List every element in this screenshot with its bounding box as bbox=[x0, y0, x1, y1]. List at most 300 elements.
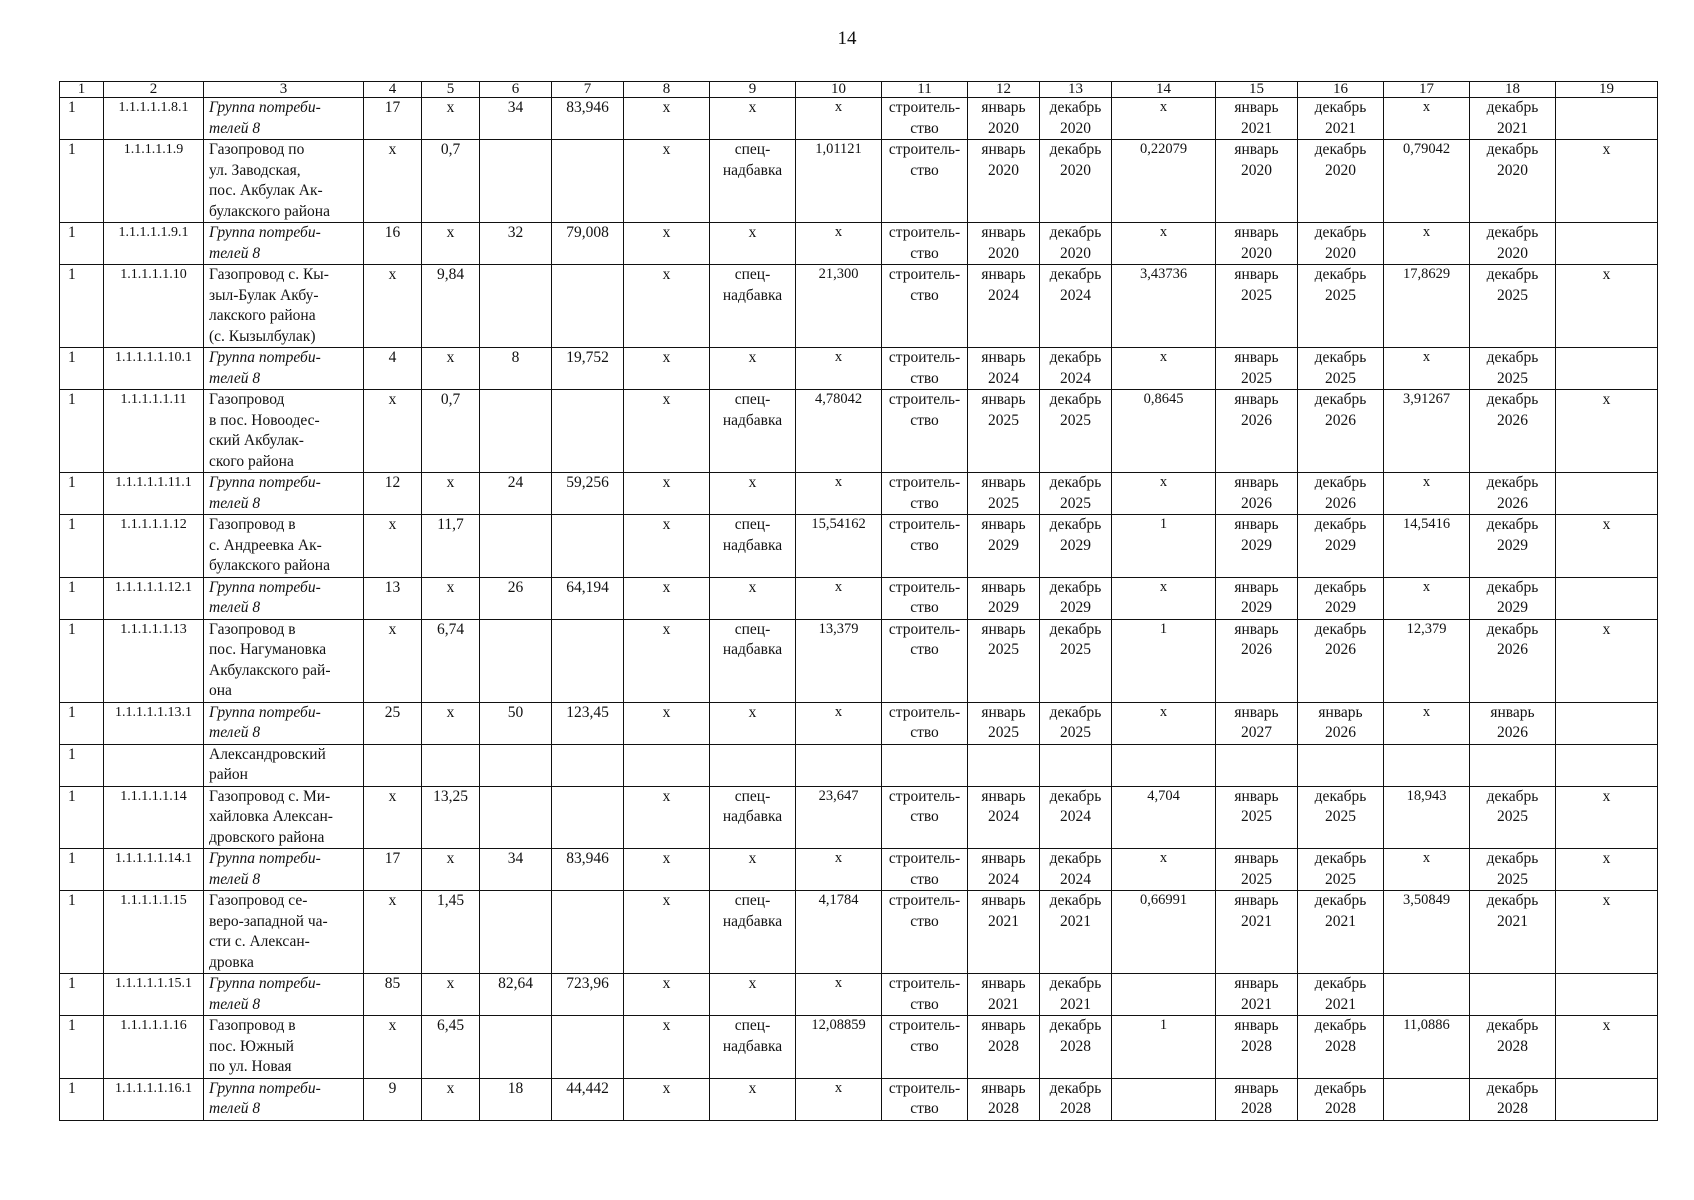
column-header: 8 bbox=[624, 82, 710, 98]
table-cell: x bbox=[624, 849, 710, 891]
table-cell: x bbox=[796, 473, 882, 515]
table-cell: строитель- ство bbox=[882, 223, 968, 265]
table-cell: x bbox=[624, 702, 710, 744]
table-cell: 11,7 bbox=[422, 515, 480, 578]
table-cell: x bbox=[710, 577, 796, 619]
table-cell: x bbox=[710, 1078, 796, 1120]
table-row bbox=[60, 390, 1658, 473]
table-cell: x bbox=[624, 223, 710, 265]
table-cell: x bbox=[624, 515, 710, 578]
table-cell: 25 bbox=[364, 702, 422, 744]
table-cell: строитель- ство bbox=[882, 974, 968, 1016]
table-cell: декабрь 2020 bbox=[1298, 223, 1384, 265]
table-row bbox=[60, 744, 1658, 786]
table-cell: 1.1.1.1.1.12.1 bbox=[104, 577, 204, 619]
table-cell: x bbox=[364, 265, 422, 348]
table-cell: январь 2025 bbox=[968, 619, 1040, 702]
table-cell: январь 2021 bbox=[1216, 98, 1298, 140]
table-cell: x bbox=[422, 98, 480, 140]
table-cell: 0,79042 bbox=[1384, 140, 1470, 223]
table-cell: x bbox=[1384, 98, 1470, 140]
table-cell: x bbox=[364, 140, 422, 223]
table-cell: x bbox=[710, 98, 796, 140]
table-cell: 1.1.1.1.1.15 bbox=[104, 891, 204, 974]
table-cell: Группа потреби- телей 8 bbox=[204, 849, 364, 891]
table-header-row bbox=[60, 82, 1658, 98]
table-cell: x bbox=[796, 702, 882, 744]
table-cell: 85 bbox=[364, 974, 422, 1016]
table-cell: 0,7 bbox=[422, 390, 480, 473]
table-cell: спец- надбавка bbox=[710, 140, 796, 223]
table-cell: 34 bbox=[480, 98, 552, 140]
table-cell: 1,01121 bbox=[796, 140, 882, 223]
table-cell: 1.1.1.1.1.15.1 bbox=[104, 974, 204, 1016]
table-cell: x bbox=[796, 98, 882, 140]
table-cell: 1.1.1.1.1.10.1 bbox=[104, 348, 204, 390]
table-cell: декабрь 2024 bbox=[1040, 265, 1112, 348]
table-cell: декабрь 2026 bbox=[1298, 619, 1384, 702]
table-cell: x bbox=[1384, 223, 1470, 265]
table-cell: x bbox=[1384, 849, 1470, 891]
table-cell bbox=[552, 140, 624, 223]
table-cell: 1 bbox=[60, 891, 104, 974]
table-cell: 1 bbox=[60, 140, 104, 223]
table-cell: 1.1.1.1.1.11 bbox=[104, 390, 204, 473]
table-cell: x bbox=[796, 223, 882, 265]
table-cell: 1.1.1.1.1.12 bbox=[104, 515, 204, 578]
column-header: 11 bbox=[882, 82, 968, 98]
table-cell: строитель- ство bbox=[882, 702, 968, 744]
table-cell: строитель- ство bbox=[882, 619, 968, 702]
table-cell bbox=[1384, 974, 1470, 1016]
table-cell: январь 2025 bbox=[1216, 849, 1298, 891]
table-cell bbox=[480, 265, 552, 348]
table-cell: январь 2028 bbox=[968, 1078, 1040, 1120]
column-header: 14 bbox=[1112, 82, 1216, 98]
table-cell: x bbox=[710, 702, 796, 744]
table-cell: x bbox=[1556, 140, 1658, 223]
table-cell: декабрь 2021 bbox=[1298, 974, 1384, 1016]
table-cell: декабрь 2025 bbox=[1470, 786, 1556, 849]
table-cell: январь 2029 bbox=[1216, 515, 1298, 578]
table-cell: Газопровод в пос. Южный по ул. Новая bbox=[204, 1016, 364, 1079]
table-cell: 12,08859 bbox=[796, 1016, 882, 1079]
table-cell: 1 bbox=[60, 974, 104, 1016]
table-cell: январь 2026 bbox=[1470, 702, 1556, 744]
table-cell bbox=[1040, 744, 1112, 786]
table-cell: январь 2024 bbox=[968, 348, 1040, 390]
table-cell: декабрь 2025 bbox=[1298, 348, 1384, 390]
table-cell: январь 2026 bbox=[1216, 619, 1298, 702]
table-cell: декабрь 2021 bbox=[1470, 891, 1556, 974]
table-row bbox=[60, 1078, 1658, 1120]
table-cell: спец- надбавка bbox=[710, 891, 796, 974]
table-cell: 4 bbox=[364, 348, 422, 390]
table-cell: x bbox=[796, 577, 882, 619]
table-cell: 1.1.1.1.1.16 bbox=[104, 1016, 204, 1079]
table-row bbox=[60, 265, 1658, 348]
table-cell: январь 2029 bbox=[968, 577, 1040, 619]
table-cell: спец- надбавка bbox=[710, 265, 796, 348]
table-cell: x bbox=[796, 849, 882, 891]
table-cell: январь 2025 bbox=[968, 702, 1040, 744]
table-cell: 123,45 bbox=[552, 702, 624, 744]
table-cell bbox=[1112, 744, 1216, 786]
table-cell: 16 bbox=[364, 223, 422, 265]
table-row bbox=[60, 786, 1658, 849]
table-cell: 18 bbox=[480, 1078, 552, 1120]
table-cell: x bbox=[624, 348, 710, 390]
table-cell: 1.1.1.1.1.14.1 bbox=[104, 849, 204, 891]
table-cell: январь 2020 bbox=[968, 98, 1040, 140]
table-cell: декабрь 2020 bbox=[1040, 98, 1112, 140]
table-cell: x bbox=[422, 1078, 480, 1120]
table-cell: 1.1.1.1.1.16.1 bbox=[104, 1078, 204, 1120]
table-cell bbox=[1384, 744, 1470, 786]
table-cell: x bbox=[796, 1078, 882, 1120]
table-cell: Группа потреби- телей 8 bbox=[204, 1078, 364, 1120]
table-cell: Газопровод в с. Андреевка Ак- булакского района bbox=[204, 515, 364, 578]
table-cell: x bbox=[796, 348, 882, 390]
table-cell: декабрь 2026 bbox=[1298, 473, 1384, 515]
table-cell: x bbox=[796, 974, 882, 1016]
table-cell: 1 bbox=[60, 473, 104, 515]
table-cell: декабрь 2029 bbox=[1040, 577, 1112, 619]
table-cell: декабрь 2021 bbox=[1040, 891, 1112, 974]
table-cell: спец- надбавка bbox=[710, 619, 796, 702]
table-cell: x bbox=[624, 974, 710, 1016]
table-cell: строитель- ство bbox=[882, 473, 968, 515]
table-cell bbox=[552, 1016, 624, 1079]
table-cell: 17 bbox=[364, 849, 422, 891]
table-cell: 23,647 bbox=[796, 786, 882, 849]
table-cell bbox=[104, 744, 204, 786]
table-cell: декабрь 2028 bbox=[1298, 1078, 1384, 1120]
column-header: 15 bbox=[1216, 82, 1298, 98]
table-cell: 79,008 bbox=[552, 223, 624, 265]
data-table bbox=[59, 81, 1658, 1121]
table-cell bbox=[1556, 348, 1658, 390]
table-cell: январь 2020 bbox=[968, 223, 1040, 265]
table-cell bbox=[1556, 1078, 1658, 1120]
table-cell: декабрь 2025 bbox=[1040, 473, 1112, 515]
table-cell: январь 2021 bbox=[968, 974, 1040, 1016]
table-cell: 12 bbox=[364, 473, 422, 515]
table-cell bbox=[1556, 98, 1658, 140]
table-cell: строитель- ство bbox=[882, 265, 968, 348]
table-cell: декабрь 2025 bbox=[1040, 390, 1112, 473]
table-cell: январь 2024 bbox=[968, 786, 1040, 849]
table-cell: 4,78042 bbox=[796, 390, 882, 473]
table-cell: 1 bbox=[60, 98, 104, 140]
table-cell: спец- надбавка bbox=[710, 390, 796, 473]
column-header: 12 bbox=[968, 82, 1040, 98]
column-header: 9 bbox=[710, 82, 796, 98]
table-cell: декабрь 2026 bbox=[1470, 473, 1556, 515]
table-cell bbox=[364, 744, 422, 786]
table-row bbox=[60, 1016, 1658, 1079]
table-cell: x bbox=[624, 786, 710, 849]
table-cell bbox=[552, 786, 624, 849]
table-cell: Газопровод в пос. Новоодес- ский Акбулак- ского района bbox=[204, 390, 364, 473]
table-cell: x bbox=[364, 619, 422, 702]
table-cell: январь 2029 bbox=[1216, 577, 1298, 619]
table-cell: x bbox=[624, 98, 710, 140]
table-cell bbox=[480, 619, 552, 702]
column-header: 3 bbox=[204, 82, 364, 98]
table-cell: x bbox=[1112, 98, 1216, 140]
table-cell: 9 bbox=[364, 1078, 422, 1120]
table-cell: 1 bbox=[60, 577, 104, 619]
table-cell: Группа потреби- телей 8 bbox=[204, 473, 364, 515]
table-cell bbox=[1384, 1078, 1470, 1120]
table-cell bbox=[552, 265, 624, 348]
table-cell: 32 bbox=[480, 223, 552, 265]
table-cell: декабрь 2026 bbox=[1298, 390, 1384, 473]
table-cell: x bbox=[422, 849, 480, 891]
table-cell: Газопровод се- веро-западной ча- сти с. Алексан- дровка bbox=[204, 891, 364, 974]
table-cell bbox=[1298, 744, 1384, 786]
table-cell: январь 2020 bbox=[968, 140, 1040, 223]
table-cell: 0,22079 bbox=[1112, 140, 1216, 223]
table-cell bbox=[480, 1016, 552, 1079]
table-cell bbox=[968, 744, 1040, 786]
table-cell bbox=[1112, 1078, 1216, 1120]
table-cell: декабрь 2025 bbox=[1470, 265, 1556, 348]
table-cell: 723,96 bbox=[552, 974, 624, 1016]
table-cell: 83,946 bbox=[552, 849, 624, 891]
table-cell: декабрь 2029 bbox=[1298, 577, 1384, 619]
column-header: 7 bbox=[552, 82, 624, 98]
table-cell: январь 2025 bbox=[968, 473, 1040, 515]
table-cell: декабрь 2020 bbox=[1298, 140, 1384, 223]
table-cell: x bbox=[364, 891, 422, 974]
table-cell: 1.1.1.1.1.14 bbox=[104, 786, 204, 849]
table-cell: январь 2021 bbox=[968, 891, 1040, 974]
column-header: 10 bbox=[796, 82, 882, 98]
table-cell: 1 bbox=[60, 265, 104, 348]
table-cell: 13 bbox=[364, 577, 422, 619]
table-cell bbox=[552, 390, 624, 473]
table-cell: 59,256 bbox=[552, 473, 624, 515]
table-cell: x bbox=[1556, 390, 1658, 473]
table-cell: 50 bbox=[480, 702, 552, 744]
table-cell bbox=[422, 744, 480, 786]
table-cell: x bbox=[364, 1016, 422, 1079]
table-cell: x bbox=[624, 265, 710, 348]
table-cell: декабрь 2028 bbox=[1040, 1078, 1112, 1120]
table-cell: x bbox=[710, 223, 796, 265]
table-cell: 17,8629 bbox=[1384, 265, 1470, 348]
table-cell: x bbox=[1112, 348, 1216, 390]
table-cell: декабрь 2028 bbox=[1040, 1016, 1112, 1079]
table-cell: 1.1.1.1.1.13.1 bbox=[104, 702, 204, 744]
table-row bbox=[60, 473, 1658, 515]
table-cell: x bbox=[1556, 619, 1658, 702]
table-cell: 6,74 bbox=[422, 619, 480, 702]
table-cell: 1 bbox=[60, 619, 104, 702]
table-cell: 1 bbox=[60, 348, 104, 390]
table-cell: 34 bbox=[480, 849, 552, 891]
table-cell: декабрь 2025 bbox=[1298, 786, 1384, 849]
table-cell: 12,379 bbox=[1384, 619, 1470, 702]
table-row bbox=[60, 140, 1658, 223]
table-cell bbox=[1556, 473, 1658, 515]
table-row bbox=[60, 619, 1658, 702]
column-header: 18 bbox=[1470, 82, 1556, 98]
table-cell: 18,943 bbox=[1384, 786, 1470, 849]
table-cell bbox=[796, 744, 882, 786]
table-cell: декабрь 2028 bbox=[1298, 1016, 1384, 1079]
table-cell: декабрь 2025 bbox=[1470, 849, 1556, 891]
table-cell: x bbox=[422, 974, 480, 1016]
table-cell: январь 2025 bbox=[1216, 265, 1298, 348]
table-cell: x bbox=[1556, 849, 1658, 891]
table-cell bbox=[1470, 974, 1556, 1016]
table-cell: 1.1.1.1.1.9 bbox=[104, 140, 204, 223]
table-cell: 9,84 bbox=[422, 265, 480, 348]
table-cell: декабрь 2020 bbox=[1040, 223, 1112, 265]
table-cell: x bbox=[710, 473, 796, 515]
table-cell: 8 bbox=[480, 348, 552, 390]
table-cell: декабрь 2025 bbox=[1298, 849, 1384, 891]
table-cell: строитель- ство bbox=[882, 1016, 968, 1079]
column-header: 6 bbox=[480, 82, 552, 98]
table-cell: январь 2027 bbox=[1216, 702, 1298, 744]
table-cell bbox=[480, 515, 552, 578]
table-row bbox=[60, 577, 1658, 619]
table-cell: x bbox=[1384, 348, 1470, 390]
table-cell: x bbox=[1556, 786, 1658, 849]
table-cell: Группа потреби- телей 8 bbox=[204, 348, 364, 390]
table-cell: x bbox=[624, 390, 710, 473]
table-cell: 13,379 bbox=[796, 619, 882, 702]
table-cell: Александровский район bbox=[204, 744, 364, 786]
table-cell: декабрь 2029 bbox=[1470, 577, 1556, 619]
table-cell: 0,8645 bbox=[1112, 390, 1216, 473]
table-cell: январь 2020 bbox=[1216, 223, 1298, 265]
table-cell: x bbox=[422, 348, 480, 390]
table-cell: декабрь 2021 bbox=[1298, 891, 1384, 974]
table-cell: январь 2026 bbox=[1298, 702, 1384, 744]
table-cell: спец- надбавка bbox=[710, 1016, 796, 1079]
table-cell: x bbox=[624, 577, 710, 619]
table-cell: декабрь 2026 bbox=[1470, 390, 1556, 473]
table-cell: x bbox=[422, 577, 480, 619]
table-row bbox=[60, 348, 1658, 390]
table-cell: 24 bbox=[480, 473, 552, 515]
table-cell: декабрь 2021 bbox=[1298, 98, 1384, 140]
table-row bbox=[60, 974, 1658, 1016]
table-cell: декабрь 2021 bbox=[1470, 98, 1556, 140]
table-cell bbox=[480, 891, 552, 974]
table-cell bbox=[1216, 744, 1298, 786]
table-cell: декабрь 2024 bbox=[1040, 348, 1112, 390]
table-cell: 17 bbox=[364, 98, 422, 140]
table-cell: 1 bbox=[60, 744, 104, 786]
table-cell: январь 2028 bbox=[1216, 1016, 1298, 1079]
column-header: 17 bbox=[1384, 82, 1470, 98]
table-cell: x bbox=[364, 390, 422, 473]
table-cell bbox=[480, 140, 552, 223]
table-cell: 14,5416 bbox=[1384, 515, 1470, 578]
table-cell: 1 bbox=[60, 849, 104, 891]
table-cell: x bbox=[1556, 515, 1658, 578]
column-header: 2 bbox=[104, 82, 204, 98]
table-cell: 1.1.1.1.1.9.1 bbox=[104, 223, 204, 265]
table-cell: декабрь 2029 bbox=[1040, 515, 1112, 578]
table-cell bbox=[1556, 702, 1658, 744]
table-cell: 0,7 bbox=[422, 140, 480, 223]
table-cell: x bbox=[1556, 1016, 1658, 1079]
table-cell: 21,300 bbox=[796, 265, 882, 348]
table-cell: декабрь 2029 bbox=[1470, 515, 1556, 578]
table-cell: Группа потреби- телей 8 bbox=[204, 98, 364, 140]
table-cell: январь 2028 bbox=[1216, 1078, 1298, 1120]
table-cell: 44,442 bbox=[552, 1078, 624, 1120]
table-cell bbox=[1556, 744, 1658, 786]
table-row bbox=[60, 849, 1658, 891]
table-cell: 1 bbox=[60, 786, 104, 849]
table-cell: декабрь 2025 bbox=[1040, 702, 1112, 744]
table-cell: Газопровод с. Ми- хайловка Алексан- дровского района bbox=[204, 786, 364, 849]
table-cell: x bbox=[624, 1016, 710, 1079]
table-cell: 3,50849 bbox=[1384, 891, 1470, 974]
table-cell: x bbox=[710, 974, 796, 1016]
column-header: 4 bbox=[364, 82, 422, 98]
table-cell: декабрь 2020 bbox=[1470, 223, 1556, 265]
table-cell: 83,946 bbox=[552, 98, 624, 140]
table-cell: Газопровод по ул. Заводская, пос. Акбулак Ак- булакского района bbox=[204, 140, 364, 223]
table-cell bbox=[480, 786, 552, 849]
table-cell: декабрь 2026 bbox=[1470, 619, 1556, 702]
table-cell: январь 2025 bbox=[1216, 786, 1298, 849]
table-cell: 1 bbox=[60, 515, 104, 578]
column-header: 5 bbox=[422, 82, 480, 98]
table-cell: строитель- ство bbox=[882, 390, 968, 473]
table-cell: Группа потреби- телей 8 bbox=[204, 577, 364, 619]
table-row bbox=[60, 223, 1658, 265]
table-cell: строитель- ство bbox=[882, 577, 968, 619]
page-number: 14 bbox=[837, 28, 857, 49]
table-cell: 1 bbox=[60, 223, 104, 265]
table-cell: 19,752 bbox=[552, 348, 624, 390]
table-cell: 1 bbox=[60, 1078, 104, 1120]
table-cell bbox=[552, 515, 624, 578]
table-cell: декабрь 2020 bbox=[1040, 140, 1112, 223]
table-cell: 15,54162 bbox=[796, 515, 882, 578]
table-cell: декабрь 2025 bbox=[1470, 348, 1556, 390]
table-cell: 26 bbox=[480, 577, 552, 619]
table-cell: Группа потреби- телей 8 bbox=[204, 702, 364, 744]
table-cell: 82,64 bbox=[480, 974, 552, 1016]
table-cell: январь 2026 bbox=[1216, 473, 1298, 515]
table-cell: строитель- ство bbox=[882, 348, 968, 390]
table-row bbox=[60, 891, 1658, 974]
table-cell: x bbox=[422, 702, 480, 744]
table-cell: 1 bbox=[1112, 1016, 1216, 1079]
table-cell: 64,194 bbox=[552, 577, 624, 619]
table-cell: x bbox=[710, 849, 796, 891]
table-cell: x bbox=[1384, 702, 1470, 744]
table-cell: 1,45 bbox=[422, 891, 480, 974]
table-cell: январь 2028 bbox=[968, 1016, 1040, 1079]
table-cell: x bbox=[624, 619, 710, 702]
table-cell: 0,66991 bbox=[1112, 891, 1216, 974]
table-cell bbox=[480, 390, 552, 473]
table-cell: Группа потреби- телей 8 bbox=[204, 974, 364, 1016]
table-cell: декабрь 2025 bbox=[1298, 265, 1384, 348]
